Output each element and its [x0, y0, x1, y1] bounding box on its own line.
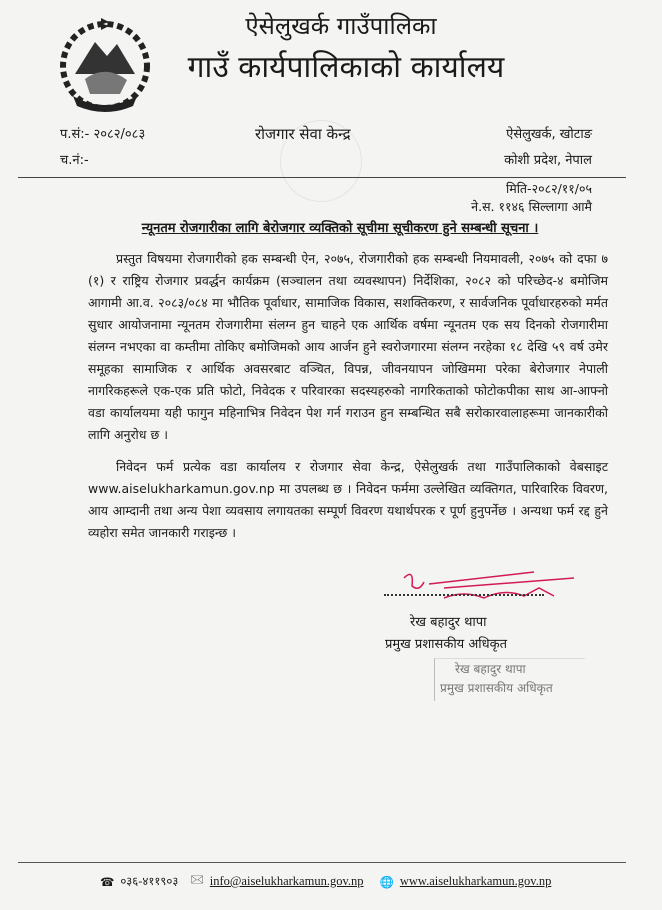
signatory-name: रेख बहादुर थापा — [410, 615, 487, 630]
stamp-name: रेख बहादुर थापा — [455, 662, 526, 676]
department-name: रोजगार सेवा केन्द्र — [255, 125, 351, 143]
signature-block — [60, 568, 620, 703]
address-line2: कोशी प्रदेश, नेपाल — [504, 153, 592, 168]
reference-number: प.सं:- २०८२/०८३ — [60, 127, 146, 142]
handwritten-signature — [384, 568, 584, 608]
telephone-icon: ☎ — [100, 874, 115, 889]
signature-line — [384, 594, 544, 596]
date: मिति-२०८२/११/०५ — [505, 181, 592, 196]
nepal-sambat-date: ने.स. ११४६ सिल्लागा आमै — [471, 199, 592, 214]
globe-icon: 🌐 — [379, 874, 394, 889]
municipality-name: ऐसेलुखर्क गाउँपालिका — [245, 12, 437, 40]
email-link[interactable]: info@aiselukharkamun.gov.np — [209, 874, 364, 888]
footer-divider — [18, 862, 626, 863]
signatory-title: प्रमुख प्रशासकीय अधिकृत — [385, 637, 508, 652]
address-line1: ऐसेलुखर्क, खोटाङ — [506, 127, 592, 142]
subject-title: न्यूनतम रोजगारीका लागि बेरोजगार व्यक्तिको सूचीमा सूचीकरण हुने सम्बन्धी सूचना । — [141, 221, 539, 236]
body-paragraph-2: निवेदन फर्म प्रत्येक वडा कार्यालय र रोजगार सेवा केन्द्र, ऐसेलुखर्क तथा गाउँपालिकाको वेबसाइट www.aiselukharkamun.gov.np मा उपलब्ध छ । निवेदन फर्ममा उल्लेखित व्यक्तिगत, पारिवारिक विवरण, आय आम्दानी तथा अन्य पेशा व्यवसाय लगायतका सम्पूर्ण विवरण यथार्थपरक र पूर्ण हुनुपर्नेछ । अन्यथा फर्म रद्द हुने व्यहोरा समेत जानकारी गराइन्छ । — [88, 459, 608, 540]
office-name: गाउँ कार्यपालिकाको कार्यालय — [187, 50, 505, 85]
footer-contact — [100, 872, 561, 891]
mail-icon: 🖂 — [190, 872, 204, 886]
body-paragraph-1: प्रस्तुत विषयमा रोजगारीको हक सम्बन्धी ऐन, २०७५, रोजगारीको हक सम्बन्धी नियमावली, २०७५ को दफा ७ (१) र राष्ट्रिय रोजगार प्रवर्द्धन कार्यक्रम (सञ्चालन तथा व्यवस्थापन) निर्देशिका, २०८२ को परिच्छेद-४ बमोजिम आगामी आ.व. २०८३/०८४ मा भौतिक पूर्वाधार, सामाजिक विकास, सशक्तिकरण, र सार्वजनिक पूर्वाधारहरुको मर्मत सुधार आयोजनामा न्यूनतम रोजगारीमा संलग्न हुन चाहने एक आर्थिक वर्षमा न्यूनतम एक सय दिनको रोजगारीमा संलग्न नभएका वा कम्तीमा तोकिए बमोजिमको आय आर्जन हुने स्वरोजगारमा संलग्न नरहेका १८ देखि ५९ वर्ष उमेर समूहका सामाजिक र आर्थिक अवसरबाट वञ्चित, विपन्न, जीवनयापन जोखिममा परेका बेरोजगार नेपाली नागरिकहरूले एक-एक प्रति फोटो, निवेदक र परिवारका सदस्यहरुको नागरिकताको फोटोकपीका साथ आ-आफ्नो वडा कार्यालयमा यही फागुन महिनाभित्र निवेदन पेश गर्न गराउन हुन सम्बन्धित सबै सरोकारवालाहरूमा जानकारीको लागि अनुरोध छ । — [88, 251, 608, 442]
header-divider — [18, 177, 626, 178]
website-link[interactable]: www.aiselukharkamun.gov.np — [399, 874, 552, 888]
phone-number: ०३६-४११९०३ — [120, 874, 179, 888]
dispatch-number: च.नं:- — [60, 153, 89, 168]
stamp-title: प्रमुख प्रशासकीय अधिकृत — [440, 681, 553, 695]
notice-content — [60, 220, 620, 703]
